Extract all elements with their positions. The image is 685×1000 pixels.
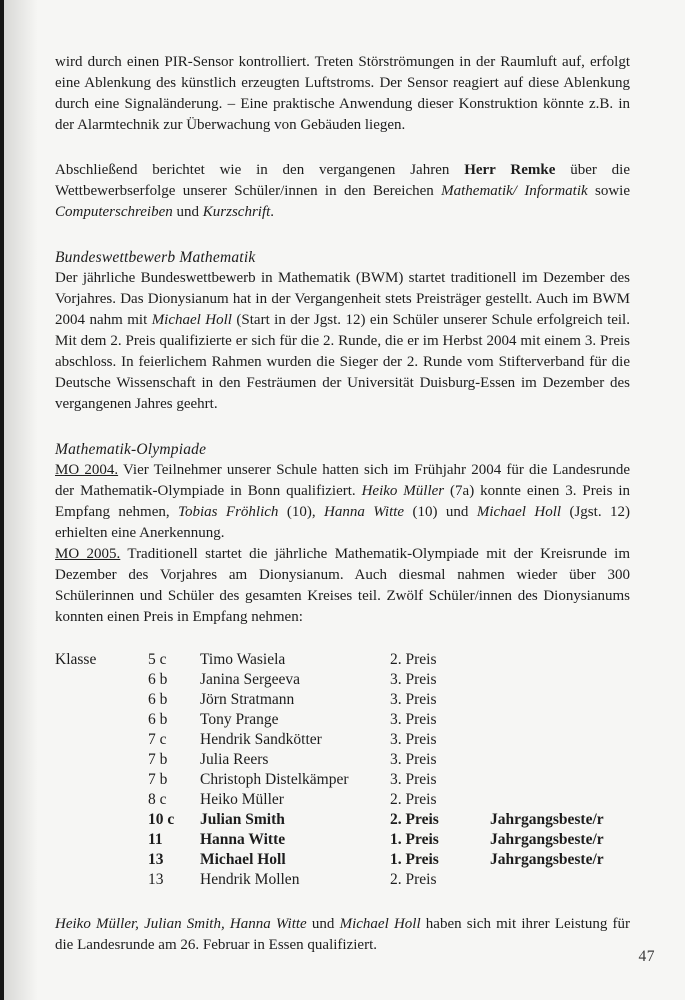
student-name-cell: Hendrik Sandkötter [200, 731, 322, 748]
class-cell: 7 c [148, 731, 167, 748]
note-cell [490, 770, 630, 790]
student-name-cell: Julian Smith [200, 811, 285, 828]
prize-cell: 2. Preis [390, 871, 437, 888]
text-segment: Heiko Müller [361, 483, 445, 499]
row-header-cell [55, 730, 148, 750]
student-name-cell: Hanna Witte [200, 831, 286, 848]
text-segment: Tobias Fröhlich [178, 504, 279, 520]
row-header-cell [55, 770, 148, 790]
note-cell [490, 710, 630, 730]
prize-table-row [55, 670, 630, 690]
paragraph-mo-2005 [55, 544, 630, 628]
class-cell: 5 c [148, 651, 167, 668]
prize-table-row [55, 830, 630, 850]
row-header-cell: Klasse [55, 651, 97, 668]
note-cell: Jahrgangsbeste/r [490, 851, 604, 868]
text-segment: über die Wettbewerbserfolge unserer Schüler/innen in den Bereichen [55, 162, 631, 199]
text-segment: MO 2005. [55, 546, 121, 562]
text-segment: Vier Teilnehmer unserer Schule hatten sich im Frühjahr 2004 für die Landesrunde der Mathematik-Olympiade in Bonn qualifiziert. [55, 462, 630, 499]
note-cell [490, 870, 630, 890]
text-segment: Michael Holl [476, 504, 562, 520]
text-segment: und [172, 204, 203, 220]
text-segment: Abschließend berichtet wie in den vergangenen Jahren [55, 162, 465, 178]
class-cell: 13 [148, 871, 164, 888]
student-name-cell: Christoph Distelkämper [200, 771, 349, 788]
student-name-cell: Janina Sergeeva [200, 671, 300, 688]
prize-table-row [55, 850, 630, 870]
text-segment: (10) und [404, 504, 477, 520]
student-name-cell: Timo Wasiela [200, 651, 286, 668]
class-cell: 6 b [148, 691, 168, 708]
text-segment: sowie [587, 183, 630, 199]
text-segment: MO 2004. [55, 462, 119, 478]
row-header-cell [55, 690, 148, 710]
class-cell: 13 [148, 851, 164, 868]
prize-table-row [55, 770, 630, 790]
paragraph-remke-report [55, 160, 630, 223]
row-header-cell [55, 710, 148, 730]
text-segment: Computerschreiben [55, 204, 173, 220]
prize-cell: 1. Preis [390, 851, 439, 868]
class-cell: 7 b [148, 751, 168, 768]
paragraph-pir-sensor [55, 52, 630, 136]
prize-cell: 3. Preis [390, 731, 437, 748]
student-name-cell: Jörn Stratmann [200, 691, 295, 708]
text-segment: haben sich mit ihrer Leistung für die Landesrunde am 26. Februar in Essen qualifiziert. [55, 916, 630, 953]
prize-cell: 3. Preis [390, 771, 437, 788]
student-name-cell: Heiko Müller [200, 791, 284, 808]
note-cell: Jahrgangsbeste/r [490, 811, 604, 828]
prize-cell: 1. Preis [390, 831, 439, 848]
text-segment: Michael Holl [339, 916, 421, 932]
note-cell [490, 690, 630, 710]
row-header-cell [55, 870, 148, 890]
note-cell [490, 750, 630, 770]
prize-table-row [55, 710, 630, 730]
text-segment: Michael Holl [151, 312, 232, 328]
row-header-cell [55, 670, 148, 690]
prize-cell: 3. Preis [390, 691, 437, 708]
row-header-cell [55, 810, 148, 830]
text-segment: Herr Remke [464, 162, 556, 178]
text-segment: Mathematik/ Informatik [441, 183, 588, 199]
student-name-cell: Julia Reers [200, 751, 269, 768]
prize-cell: 2. Preis [390, 791, 437, 808]
prize-table-row [55, 730, 630, 750]
class-cell: 6 b [148, 671, 168, 688]
paragraph-bwm-2004 [55, 268, 630, 415]
note-cell [490, 670, 630, 690]
prize-table-row [55, 810, 630, 830]
class-cell: 7 b [148, 771, 168, 788]
text-segment: wird durch einen PIR-Sensor kontrolliert. Treten Störströmungen in der Raumluft auf, erfolgt eine Ablenkung des künstlich erzeugten Luftstroms. Der Sensor reagiert auf diese Ablenkung durch eine Signaländerung. – Eine praktische Anwendung dieser Konstruktion könnte z.B. in der Alarmtechnik zur Überwachung von Gebäuden liegen. [55, 54, 630, 133]
prize-table-row [55, 790, 630, 810]
note-cell [490, 730, 630, 750]
text-segment: (Start in der Jgst. 12) ein Schüler unserer Schule erfolgreich teil. Mit dem 2. Preis qualifizierte er sich für die 2. Runde, die er im Herbst 2004 mit einem 3. Preis abschloss. In feierlichem Rahmen wurden die Sieger der 2. Runde vom Stifterverband für die Deutsche Wissenschaft in den Festräumen der Universität Duisburg-Essen im Dezember des vergangenen Jahres geehrt. [55, 312, 630, 412]
text-segment: Der jährliche Bundeswettbewerb in Mathematik (BWM) startet traditionell im Dezember des Vorjahres. Das Dionysianum hat in der Vergangenheit stets Preisträger gestellt. Auch im BWM 2004 nahm mit [55, 270, 630, 328]
text-segment: Kurzschrift [202, 204, 271, 220]
prize-table-row [55, 690, 630, 710]
prize-table-row [55, 650, 630, 670]
paragraph-landesrunde-qualification [55, 914, 630, 956]
class-cell: 11 [148, 831, 163, 848]
student-name-cell: Hendrik Mollen [200, 871, 300, 888]
prize-cell: 3. Preis [390, 671, 437, 688]
class-cell: 6 b [148, 711, 168, 728]
note-cell [490, 790, 630, 810]
prize-table-row [55, 750, 630, 770]
text-segment: Hanna Witte [324, 504, 405, 520]
student-name-cell: Michael Holl [200, 851, 286, 868]
heading-mathematik-olympiade: Mathematik-Olympiade [55, 441, 207, 458]
text-segment: Heiko Müller, Julian Smith, Hanna Witte [55, 916, 307, 932]
note-cell [490, 650, 630, 670]
text-segment: (10), [278, 504, 325, 520]
prize-table [55, 650, 630, 890]
student-name-cell: Tony Prange [200, 711, 279, 728]
text-segment: . [270, 204, 275, 220]
note-cell: Jahrgangsbeste/r [490, 831, 604, 848]
prize-cell: 2. Preis [390, 651, 437, 668]
row-header-cell [55, 850, 148, 870]
row-header-cell [55, 750, 148, 770]
text-segment: Traditionell startet die jährliche Mathematik-Olympiade mit der Kreisrunde im Dezember des Vorjahres am Dionysianum. Auch diesmal nahmen wieder über 300 Schülerinnen und Schüler des gesamten Kreises teil. Zwölf Schüler/innen des Dionysianums konnten einen Preis in Empfang nehmen: [55, 546, 631, 625]
class-cell: 10 c [148, 811, 175, 828]
prize-cell: 3. Preis [390, 751, 437, 768]
class-cell: 8 c [148, 791, 167, 808]
text-segment: (7a) konnte einen 3. Preis in Empfang nehmen, [55, 483, 630, 520]
prize-cell: 2. Preis [390, 811, 439, 828]
prize-table-row [55, 870, 630, 890]
text-segment: und [306, 916, 340, 932]
heading-bundeswettbewerb-mathematik: Bundeswettbewerb Mathematik [55, 249, 256, 266]
paragraph-mo-2004 [55, 460, 630, 544]
page-number: 47 [638, 948, 655, 965]
row-header-cell [55, 790, 148, 810]
row-header-cell [55, 830, 148, 850]
prize-cell: 3. Preis [390, 711, 437, 728]
text-segment: (Jgst. 12) erhielten eine Anerkennung. [55, 504, 630, 541]
